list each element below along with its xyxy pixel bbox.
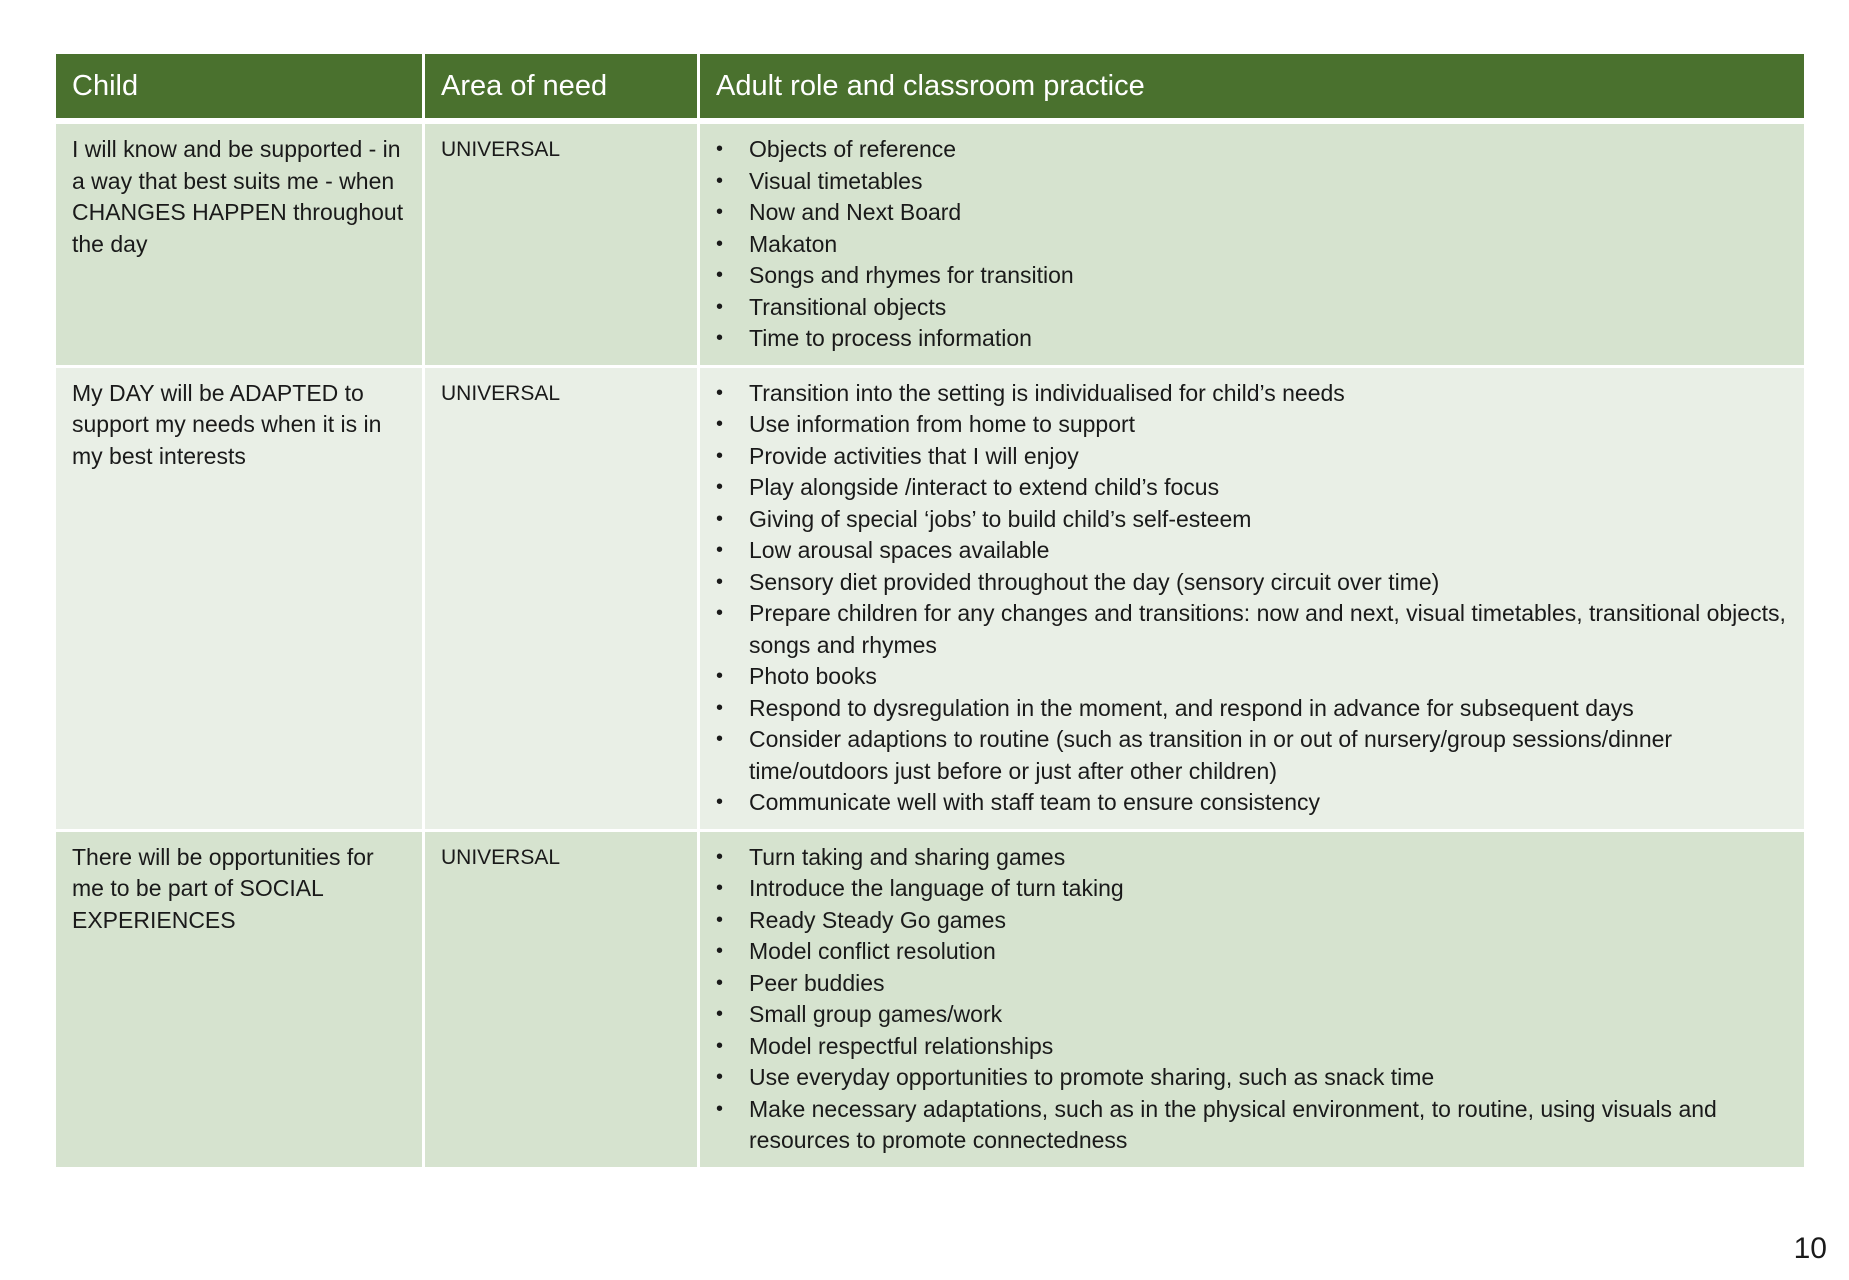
page-number: 10 xyxy=(1793,1232,1827,1265)
practice-item: • Consider adaptions to routine (such as transition in or out of nursery/group sessions/dinner time/outdoors just before or just after other children) xyxy=(716,724,1788,787)
practice-item: • Visual timetables xyxy=(716,166,1788,198)
practice-item: • Songs and rhymes for transition xyxy=(716,260,1788,292)
practice-list xyxy=(716,842,1788,1157)
header-row xyxy=(56,54,1804,124)
support-table xyxy=(56,54,1804,1167)
practice-item: • Turn taking and sharing games xyxy=(716,842,1788,874)
table-row xyxy=(56,124,1804,368)
area-of-need: UNIVERSAL xyxy=(425,124,700,368)
table-header xyxy=(56,54,1804,124)
practice-item: • Makaton xyxy=(716,229,1788,261)
child-statement: My DAY will be ADAPTED to support my needs when it is in my best interests xyxy=(56,368,425,832)
practice-item: • Objects of reference xyxy=(716,134,1788,166)
practice-item: • Sensory diet provided throughout the day (sensory circuit over time) xyxy=(716,567,1788,599)
practice-item: • Model respectful relationships xyxy=(716,1031,1788,1063)
child-statement: There will be opportunities for me to be part of SOCIAL EXPERIENCES xyxy=(56,832,425,1167)
practice-item: • Prepare children for any changes and transitions: now and next, visual timetables, transitional objects, songs and rhymes xyxy=(716,598,1788,661)
practice-item: • Transitional objects xyxy=(716,292,1788,324)
practice-item: • Transition into the setting is individualised for child’s needs xyxy=(716,378,1788,410)
practice-item: • Respond to dysregulation in the moment, and respond in advance for subsequent days xyxy=(716,693,1788,725)
practice-item: • Ready Steady Go games xyxy=(716,905,1788,937)
practice-list xyxy=(716,134,1788,355)
header-child: Child xyxy=(56,54,425,124)
header-adult-role: Adult role and classroom practice xyxy=(700,54,1804,124)
practice-item: • Time to process information xyxy=(716,323,1788,355)
practice-item: • Giving of special ‘jobs’ to build child’s self-esteem xyxy=(716,504,1788,536)
practice-cell xyxy=(700,368,1804,832)
practice-item: • Use everyday opportunities to promote sharing, such as snack time xyxy=(716,1062,1788,1094)
practice-cell xyxy=(700,832,1804,1167)
area-of-need: UNIVERSAL xyxy=(425,832,700,1167)
practice-item: • Model conflict resolution xyxy=(716,936,1788,968)
practice-item: • Small group games/work xyxy=(716,999,1788,1031)
practice-item: • Low arousal spaces available xyxy=(716,535,1788,567)
area-of-need: UNIVERSAL xyxy=(425,368,700,832)
practice-item: • Make necessary adaptations, such as in the physical environment, to routine, using visuals and resources to promote connectedness xyxy=(716,1094,1788,1157)
practice-item: • Now and Next Board xyxy=(716,197,1788,229)
practice-item: • Play alongside /interact to extend child’s focus xyxy=(716,472,1788,504)
practice-item: • Provide activities that I will enjoy xyxy=(716,441,1788,473)
practice-item: • Use information from home to support xyxy=(716,409,1788,441)
practice-item: • Introduce the language of turn taking xyxy=(716,873,1788,905)
practice-cell xyxy=(700,124,1804,368)
table-row xyxy=(56,368,1804,832)
practice-list xyxy=(716,378,1788,819)
practice-item: • Photo books xyxy=(716,661,1788,693)
header-area-of-need: Area of need xyxy=(425,54,700,124)
practice-item: • Communicate well with staff team to ensure consistency xyxy=(716,787,1788,819)
table-row xyxy=(56,832,1804,1167)
child-statement: I will know and be supported - in a way that best suits me - when CHANGES HAPPEN throughout the day xyxy=(56,124,425,368)
practice-item: • Peer buddies xyxy=(716,968,1788,1000)
